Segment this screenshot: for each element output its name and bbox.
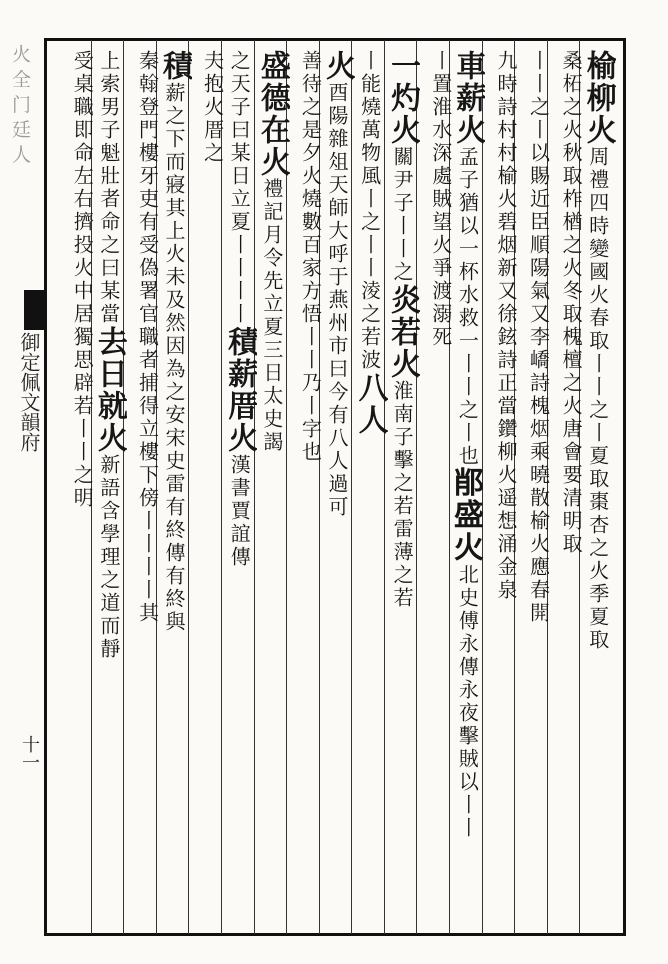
commentary-text: 薪之下而寢其上火未及然因為之安宋史雷有終傳有終與	[162, 82, 187, 634]
commentary-text: 九時詩村村榆火碧烟新又徐鉉詩正當鑽柳火遥想涌金泉	[493, 50, 518, 602]
entry-heading: 積薪厝火	[222, 326, 258, 454]
commentary-text: 上索男子魁壯者命之曰某當	[96, 50, 121, 326]
commentary-text: 丨能燒萬物	[357, 50, 382, 165]
edge-tab-mark	[24, 290, 46, 330]
commentary-text: 關尹子丨丨之	[390, 146, 415, 284]
commentary-text: 丨丨之丨以賜近臣順陽氣又李嶠詩槐烟乘曉散榆火應春開	[526, 50, 551, 625]
commentary-text: 淮南子擊之若雷薄之若	[390, 380, 415, 610]
commentary-text: 漢書賈誼傳	[227, 454, 252, 569]
entry-heading: 炎若火	[385, 284, 421, 380]
entry-heading: 車薪火	[450, 50, 486, 146]
margin-title: 御定佩文韻府	[17, 332, 41, 452]
entry-heading: 榆柳火	[580, 50, 616, 146]
commentary-text: 周禮四時變國火春取丨丨之丨夏取棗杏之火季夏取	[585, 146, 610, 652]
entry-heading: 八人	[352, 372, 388, 436]
entry-heading: 𨛍盛火	[450, 468, 486, 564]
commentary-text: 善待之是夕火燒數百家方悟丨丨乃丨字也	[298, 50, 323, 464]
commentary-text: 孟子猶以一杯水救一丨丨之丨也	[455, 146, 480, 468]
entry-heading: 去日就火	[91, 326, 127, 454]
commentary-text: 居獨思辟若丨丨之明	[70, 303, 95, 510]
entry-heading: 盛德在火	[254, 50, 290, 178]
commentary-text: 酉陽雜俎天師大呼于燕州市曰今有八人過可	[325, 82, 349, 519]
entry-heading: 一灼火	[385, 50, 421, 146]
page-number: 十一	[19, 735, 40, 771]
previous-page-fragment: 火 全 门 廷 人	[9, 44, 31, 164]
commentary-text: 北史傅永傳永夜擊賊以丨丨	[455, 564, 480, 840]
commentary-text: 夫抱火厝之	[200, 50, 225, 165]
text-column	[54, 50, 94, 930]
entry-heading: 火	[320, 50, 355, 82]
commentary-text: 之天子曰某日立夏丨丨丨丨	[227, 50, 252, 326]
commentary-text: 丨置淮水深處賊望火爭渡溺	[428, 50, 453, 326]
entry-heading: 積	[157, 50, 193, 82]
commentary-text: 桑柘之火秋取柞楢之火冬取槐檀之火唐會要清明取	[559, 50, 584, 556]
commentary-text: 禮記月令先立夏三日太史謁	[259, 178, 284, 454]
commentary-text: 新語含學理之道而靜	[96, 454, 121, 661]
commentary-text: 秦翰登門樓牙吏有受偽署官職者捕得立樓下傍丨丨丨丨其	[135, 50, 160, 625]
commentary-text: 死	[428, 326, 453, 349]
commentary-text: 受桌職即命左右擠投火中	[70, 50, 95, 303]
commentary-text: 風丨之丨丨淩之若波	[357, 165, 382, 372]
